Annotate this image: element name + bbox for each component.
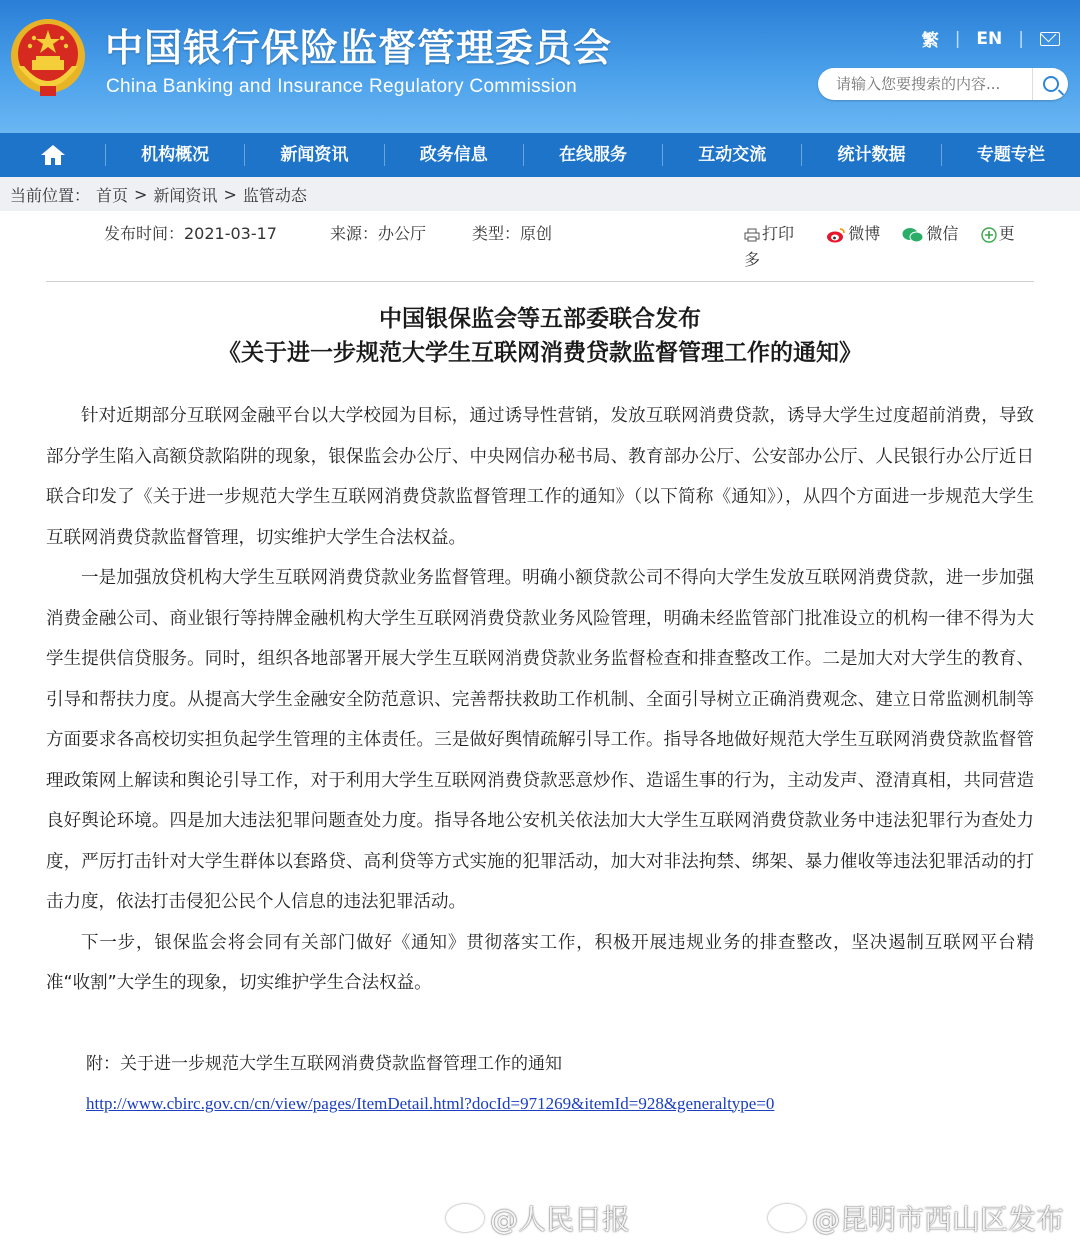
nav-item-organization[interactable]: 机构概况 (105, 144, 244, 166)
site-subtitle: China Banking and Insurance Regulatory Commission (106, 76, 577, 97)
search-input[interactable] (834, 69, 1032, 99)
watermark-text: @昆明市西山区发布 (812, 1203, 1065, 1236)
weibo-share-button[interactable] (826, 224, 885, 243)
search-icon (1043, 76, 1059, 92)
plus-icon (981, 227, 997, 243)
breadcrumb-label: 当前位置： (10, 185, 91, 205)
article-source: 来源：办公厅 (330, 224, 427, 243)
more-label: 更多 (744, 224, 1015, 269)
mail-icon[interactable] (1040, 32, 1060, 46)
breadcrumb-separator: > (134, 184, 148, 204)
article-meta (46, 211, 1034, 282)
article-paragraph: 针对近期部分互联网金融平台以大学校园为目标，通过诱导性营销，发放互联网消费贷款，诱导大学生过度超前消费，导致部分学生陷入高额贷款陷阱的现象，银保监会办公厅、中央网信办秘书局、教育部办公厅、公安部办公厅、人民银行办公厅近日联合印发了《关于进一步规范大学生互联网消费贷款监督管理工作的通知》（以下简称《通知》），从四个方面进一步规范大学生互联网消费贷款监督管理，切实维护大学生合法权益。 (46, 406, 1034, 548)
article-title (0, 302, 1080, 370)
article-body (46, 396, 1034, 1004)
print-button[interactable] (744, 224, 799, 243)
search-box (818, 68, 1068, 100)
share-bar (744, 221, 1024, 273)
article-paragraph: 下一步，银保监会将会同有关部门做好《通知》贯彻落实工作，积极开展违规业务的排查整改，坚决遏制互联网平台精准“收割”大学生的现象，切实维护学生合法权益。 (46, 932, 1034, 993)
article-title-line1: 中国银保监会等五部委联合发布 (379, 306, 701, 332)
weibo-watermark-icon (768, 1204, 806, 1232)
wechat-icon (902, 227, 924, 243)
wechat-label: 微信 (926, 224, 959, 243)
article-title-line2: 《关于进一步规范大学生互联网消费贷款监督管理工作的通知》 (218, 340, 862, 366)
print-icon (744, 228, 760, 242)
weibo-icon (826, 227, 846, 243)
header-tools (922, 26, 1060, 51)
site-header (0, 0, 1080, 132)
print-label: 打印 (762, 224, 795, 243)
divider: | (954, 28, 961, 49)
article-type: 类型：原创 (472, 224, 553, 243)
breadcrumb-home[interactable]: 首页 (96, 185, 129, 205)
nav-item-topics[interactable]: 专题专栏 (941, 144, 1080, 166)
nav-item-government-info[interactable]: 政务信息 (384, 144, 523, 166)
attachment-section (86, 1044, 1034, 1124)
nav-item-interaction[interactable]: 互动交流 (662, 144, 801, 166)
national-emblem-icon[interactable] (10, 16, 86, 100)
attachment-link[interactable]: http://www.cbirc.gov.cn/cn/view/pages/ItemDetail.html?docId=971269&itemId=928&generaltype=0 (86, 1093, 775, 1113)
nav-item-online-services[interactable]: 在线服务 (523, 144, 662, 166)
divider: | (1018, 28, 1024, 49)
breadcrumb-separator: > (223, 184, 237, 204)
attachment-label: 附：关于进一步规范大学生互联网消费贷款监督管理工作的通知 (86, 1053, 562, 1074)
home-icon (40, 144, 66, 166)
nav-home[interactable] (0, 144, 105, 166)
article-paragraph: 一是加强放贷机构大学生互联网消费贷款业务监督管理。明确小额贷款公司不得向大学生发放互联网消费贷款，进一步加强消费金融公司、商业银行等持牌金融机构大学生互联网消费贷款业务风险管理，明确未经监管部门批准设立的机构一律不得为大学生提供信贷服务。同时，组织各地部署开展大学生互联网消费贷款业务监督检查和排查整改工作。二是加大对大学生的教育、引导和帮扶力度。从提高大学生金融安全防范意识、完善帮扶救助工作机制、全面引导树立正确消费观念、建立日常监测机制等方面要求各高校切实担负起学生管理的主体责任。三是做好舆情疏解引导工作。指导各地做好规范大学生互联网消费贷款监督管理政策网上解读和舆论引导工作，对于利用大学生互联网消费贷款恶意炒作、造谣生事的行为，主动发声、澄清真相，共同营造良好舆论环境。四是加大违法犯罪问题查处力度。指导各地公安机关依法加大大学生互联网消费贷款业务中违法犯罪行为查处力度，严厉打击针对大学生群体以套路贷、高利贷等方式实施的犯罪活动，加大对非法拘禁、绑架、暴力催收等违法犯罪活动的打击力度，依法打击侵犯公民个人信息的违法犯罪活动。 (46, 568, 1034, 912)
site-title[interactable]: 中国银行保险监督管理委员会 (105, 25, 613, 70)
wechat-share-button[interactable] (902, 224, 963, 243)
weibo-label: 微博 (848, 224, 881, 243)
main-nav (0, 132, 1080, 177)
search-button[interactable] (1032, 68, 1068, 100)
publish-date: 发布时间：2021-03-17 (104, 224, 277, 243)
lang-en-link[interactable]: EN (976, 28, 1003, 49)
breadcrumb-supervision[interactable]: 监管动态 (242, 185, 307, 205)
watermark-renmin (446, 1198, 630, 1238)
watermark-xishan (768, 1198, 1064, 1238)
lang-traditional-link[interactable]: 繁 (921, 31, 939, 51)
watermark-text: @人民日报 (490, 1203, 631, 1236)
nav-item-news[interactable]: 新闻资讯 (244, 144, 383, 166)
weibo-watermark-icon (446, 1204, 484, 1232)
breadcrumb (0, 177, 1080, 211)
nav-item-statistics[interactable]: 统计数据 (801, 144, 940, 166)
breadcrumb-news[interactable]: 新闻资讯 (153, 185, 218, 205)
